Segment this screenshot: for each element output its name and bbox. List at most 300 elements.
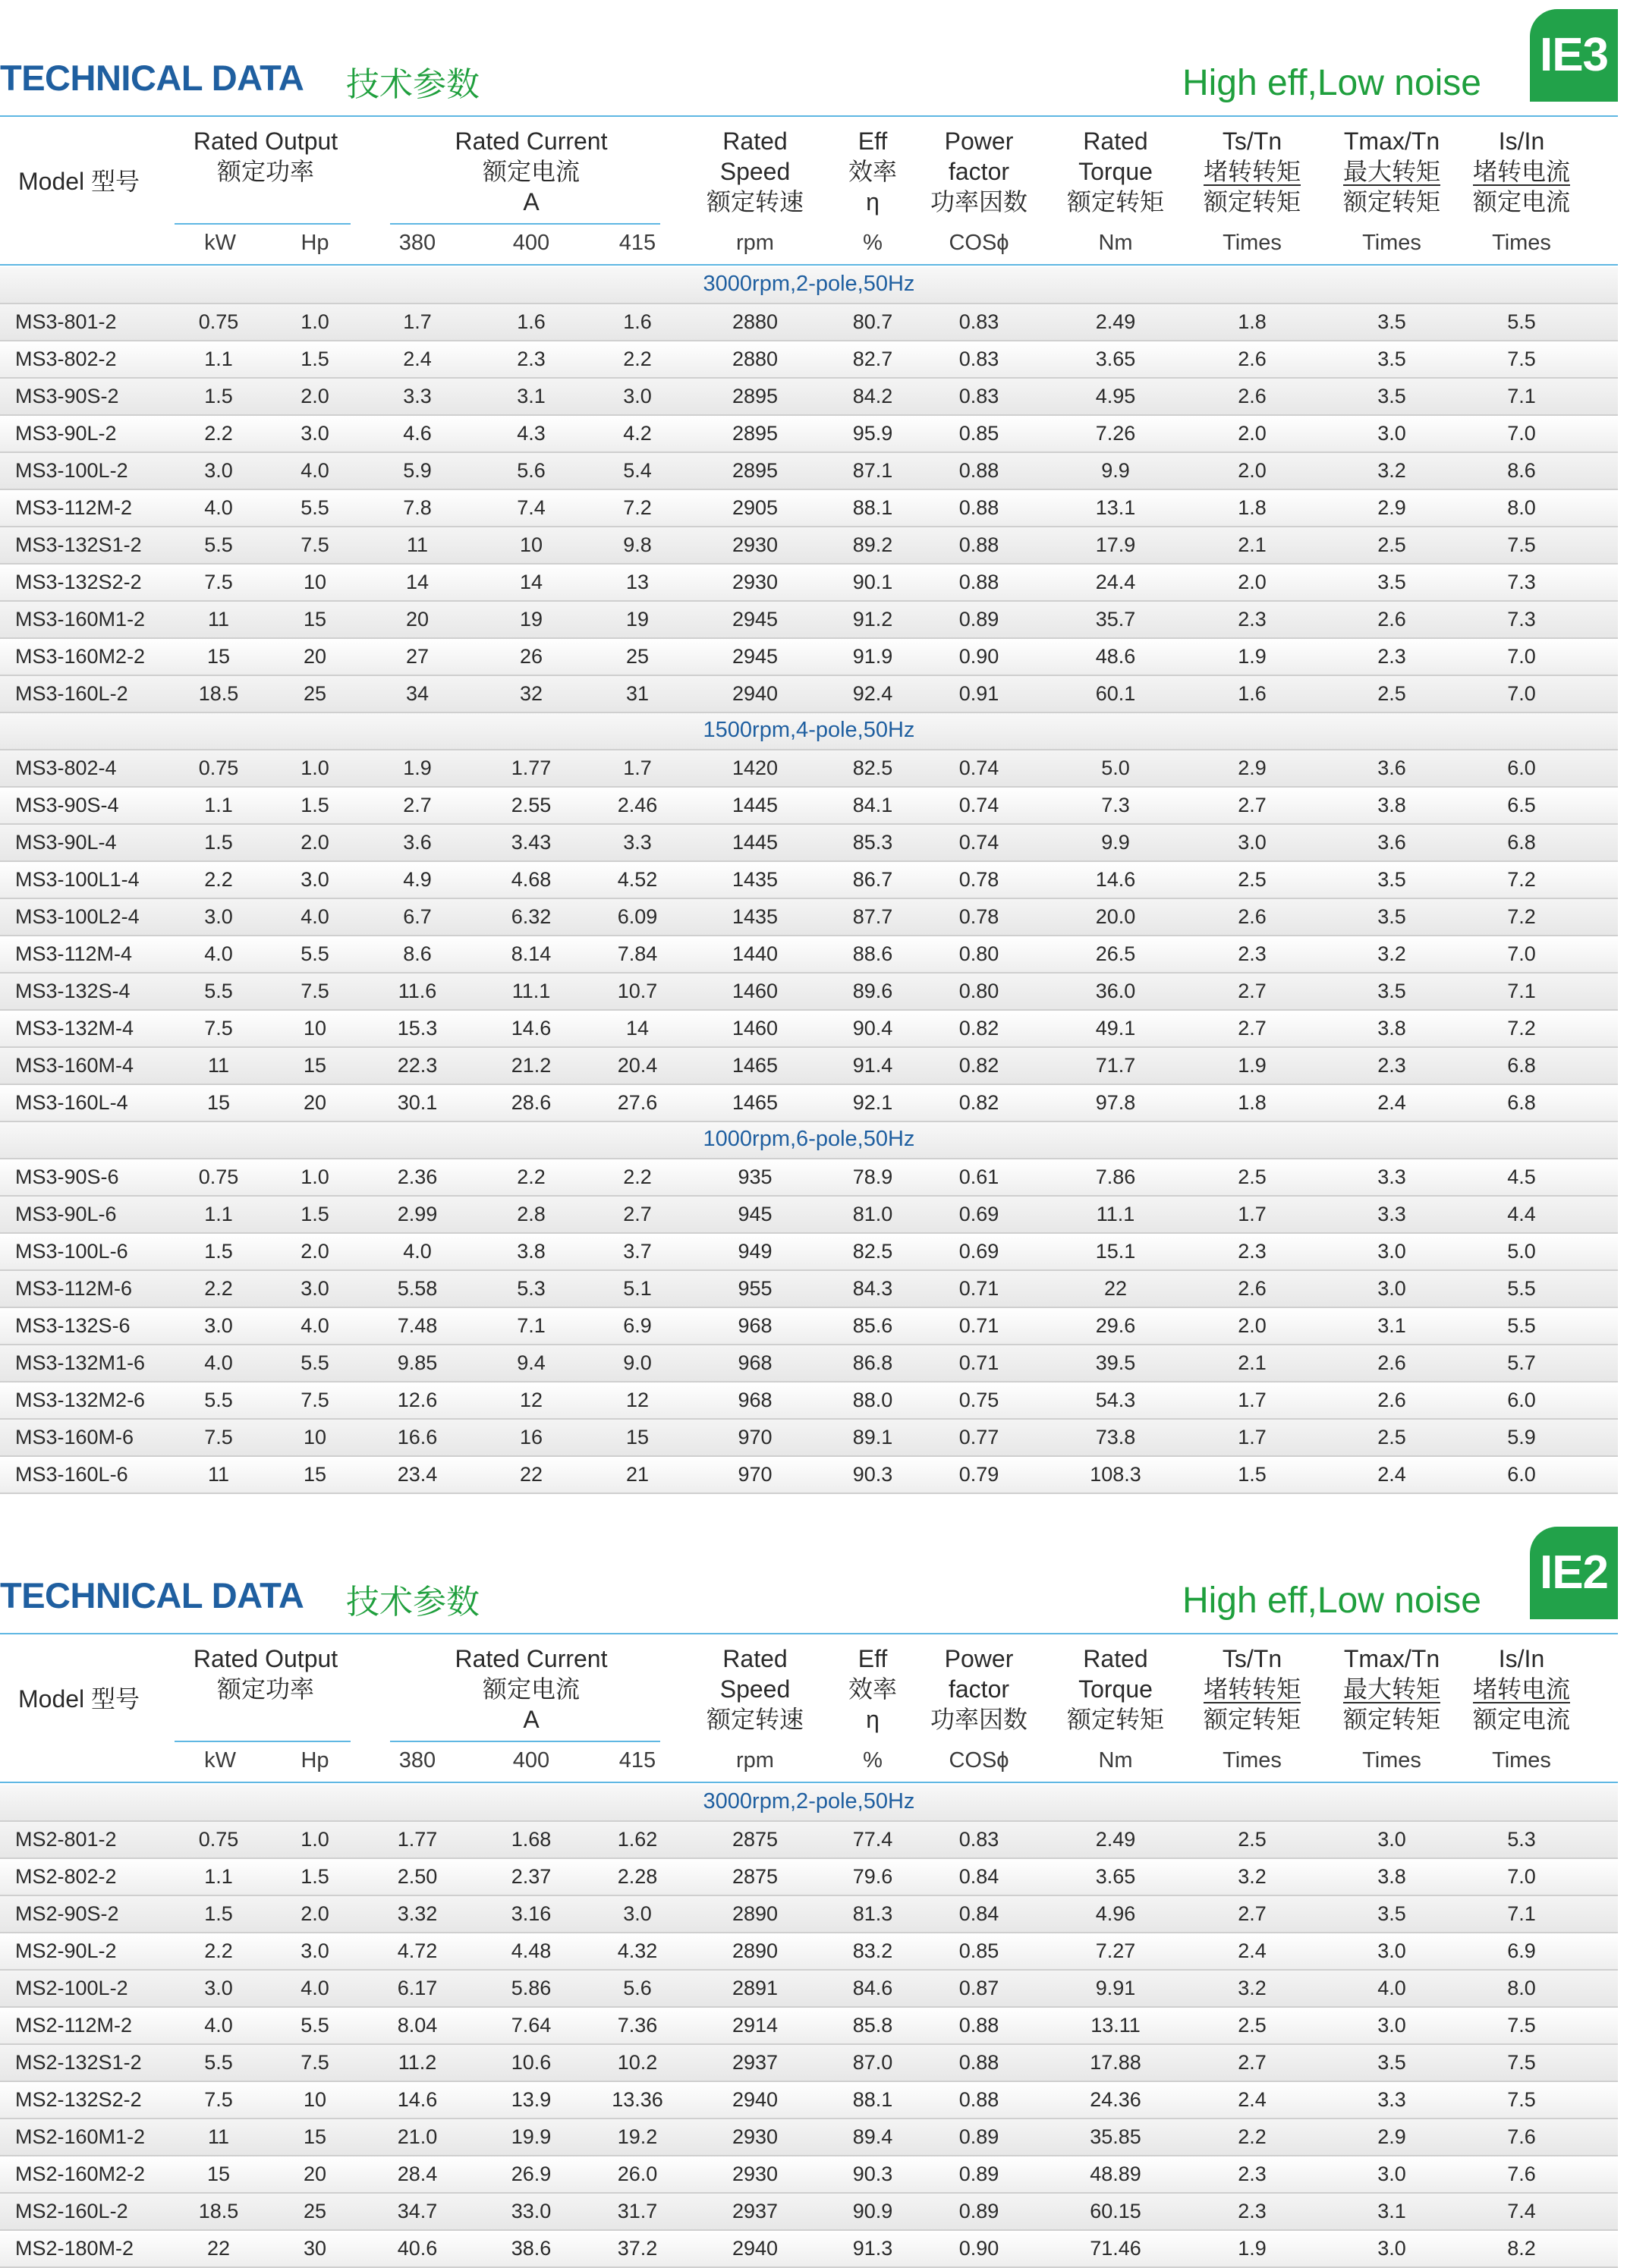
cell-ts-tn: 1.9 bbox=[1238, 1054, 1267, 1077]
cell-ts-tn: 3.2 bbox=[1238, 1977, 1267, 1999]
cell-rated-torque: 13.11 bbox=[1090, 2014, 1141, 2037]
table-row bbox=[0, 1159, 1618, 1197]
table-row bbox=[0, 453, 1618, 490]
cell-current-400: 14.6 bbox=[511, 1017, 552, 1040]
cell-model: MS2-801-2 bbox=[15, 1828, 117, 1851]
cell-power-factor: 0.85 bbox=[958, 1939, 999, 1962]
cell-efficiency: 90.3 bbox=[852, 2163, 893, 2185]
cell-is-in: 5.0 bbox=[1507, 1240, 1536, 1263]
cell-efficiency: 86.7 bbox=[852, 868, 893, 891]
cell-is-in: 6.0 bbox=[1507, 757, 1536, 779]
cell-rated-torque: 13.1 bbox=[1095, 496, 1136, 519]
cell-rated-torque: 4.95 bbox=[1095, 385, 1136, 407]
header-model: Model 型号 bbox=[18, 1685, 140, 1713]
cell-model: MS3-90S-6 bbox=[15, 1165, 119, 1188]
header-rated-speed: Rated Speed 额定转速 bbox=[706, 127, 804, 215]
group-banner bbox=[0, 267, 1618, 304]
cell-tmax-tn: 3.0 bbox=[1377, 422, 1406, 445]
cell-is-in: 7.6 bbox=[1507, 2125, 1536, 2148]
cell-kw: 0.75 bbox=[198, 1828, 239, 1851]
table-row bbox=[0, 565, 1618, 602]
unit-rpm: rpm bbox=[736, 231, 774, 255]
cell-power-factor: 0.75 bbox=[958, 1389, 999, 1411]
unit-nm: Nm bbox=[1098, 231, 1133, 255]
cell-rated-speed: 935 bbox=[738, 1165, 773, 1188]
cell-hp: 5.5 bbox=[301, 496, 329, 519]
cell-model: MS3-132S-4 bbox=[15, 980, 131, 1002]
cell-tmax-tn: 3.5 bbox=[1377, 310, 1406, 333]
cell-current-400: 14 bbox=[519, 571, 543, 593]
cell-ts-tn: 2.4 bbox=[1238, 2088, 1267, 2111]
cell-current-415: 3.0 bbox=[623, 385, 652, 407]
cell-rated-speed: 968 bbox=[738, 1389, 773, 1411]
header-ts-tn: Ts/Tn 堵转转矩 额定转矩 bbox=[1203, 1645, 1301, 1733]
cell-efficiency: 88.1 bbox=[852, 496, 893, 519]
table-row bbox=[0, 936, 1618, 974]
cell-efficiency: 87.1 bbox=[852, 459, 893, 482]
header-rated-current: Rated Current 额定电流 A bbox=[455, 1645, 608, 1733]
table-row bbox=[0, 1308, 1618, 1345]
cell-current-380: 2.7 bbox=[403, 794, 432, 816]
cell-rated-torque: 26.5 bbox=[1095, 942, 1136, 965]
cell-current-400: 26 bbox=[519, 645, 543, 668]
cell-is-in: 7.5 bbox=[1507, 2014, 1536, 2037]
cell-kw: 15 bbox=[206, 1091, 231, 1114]
cell-power-factor: 0.84 bbox=[958, 1902, 999, 1925]
cell-current-380: 3.6 bbox=[403, 831, 432, 854]
cell-rated-speed: 970 bbox=[738, 1426, 773, 1449]
cell-current-380: 6.7 bbox=[403, 905, 432, 928]
cell-current-415: 19 bbox=[625, 608, 650, 631]
table-row bbox=[0, 1345, 1618, 1383]
cell-model: MS3-132S-6 bbox=[15, 1314, 131, 1337]
cell-is-in: 5.5 bbox=[1507, 310, 1536, 333]
cell-power-factor: 0.89 bbox=[958, 2125, 999, 2148]
cell-rated-torque: 71.7 bbox=[1095, 1054, 1136, 1077]
cell-current-400: 32 bbox=[519, 682, 543, 705]
cell-power-factor: 0.88 bbox=[958, 2088, 999, 2111]
cell-kw: 0.75 bbox=[198, 310, 239, 333]
cell-is-in: 7.0 bbox=[1507, 682, 1536, 705]
cell-efficiency: 95.9 bbox=[852, 422, 893, 445]
cell-efficiency: 88.1 bbox=[852, 2088, 893, 2111]
cell-is-in: 7.4 bbox=[1507, 2200, 1536, 2222]
table-row bbox=[0, 639, 1618, 676]
cell-current-415: 21 bbox=[625, 1463, 650, 1486]
unit-400: 400 bbox=[512, 231, 550, 255]
cell-current-380: 2.50 bbox=[397, 1865, 438, 1888]
cell-kw: 4.0 bbox=[204, 496, 233, 519]
cell-hp: 2.0 bbox=[301, 831, 329, 854]
cell-power-factor: 0.88 bbox=[958, 2051, 999, 2074]
cell-power-factor: 0.71 bbox=[958, 1277, 999, 1300]
cell-rated-torque: 36.0 bbox=[1095, 980, 1136, 1002]
cell-power-factor: 0.88 bbox=[958, 2014, 999, 2037]
cell-is-in: 7.1 bbox=[1507, 980, 1536, 1002]
cell-ts-tn: 3.0 bbox=[1238, 831, 1267, 854]
cell-kw: 3.0 bbox=[204, 905, 233, 928]
cell-hp: 7.5 bbox=[301, 2051, 329, 2074]
cell-power-factor: 0.88 bbox=[958, 459, 999, 482]
data-table-body-ie2 bbox=[0, 1785, 1618, 2268]
cell-ts-tn: 2.5 bbox=[1238, 1828, 1267, 1851]
cell-current-415: 27.6 bbox=[617, 1091, 658, 1114]
cell-rated-speed: 2937 bbox=[732, 2200, 779, 2222]
cell-hp: 3.0 bbox=[301, 868, 329, 891]
table-row bbox=[0, 2082, 1618, 2119]
cell-power-factor: 0.82 bbox=[958, 1054, 999, 1077]
group-banner bbox=[0, 713, 1618, 750]
cell-current-415: 26.0 bbox=[617, 2163, 658, 2185]
table-row bbox=[0, 899, 1618, 936]
cell-current-415: 19.2 bbox=[617, 2125, 658, 2148]
cell-current-400: 8.14 bbox=[511, 942, 552, 965]
cell-tmax-tn: 3.0 bbox=[1377, 1240, 1406, 1263]
cell-rated-speed: 2930 bbox=[732, 2163, 779, 2185]
cell-current-380: 12.6 bbox=[397, 1389, 438, 1411]
cell-current-400: 13.9 bbox=[511, 2088, 552, 2111]
cell-power-factor: 0.83 bbox=[958, 348, 999, 370]
cell-ts-tn: 2.3 bbox=[1238, 1240, 1267, 1263]
cell-efficiency: 84.2 bbox=[852, 385, 893, 407]
cell-kw: 7.5 bbox=[204, 571, 233, 593]
unit-times-is: Times bbox=[1492, 231, 1551, 255]
cell-rated-torque: 71.46 bbox=[1090, 2237, 1141, 2260]
header-tmax-tn: Tmax/Tn 最大转矩 额定转矩 bbox=[1342, 127, 1440, 215]
cell-power-factor: 0.85 bbox=[958, 422, 999, 445]
cell-current-400: 5.6 bbox=[517, 459, 546, 482]
cell-ts-tn: 2.3 bbox=[1238, 2163, 1267, 2185]
cell-ts-tn: 1.5 bbox=[1238, 1463, 1267, 1486]
cell-ts-tn: 3.2 bbox=[1238, 1865, 1267, 1888]
table-row bbox=[0, 1896, 1618, 1933]
cell-current-400: 4.48 bbox=[511, 1939, 552, 1962]
cell-rated-speed: 2937 bbox=[732, 2051, 779, 2074]
table-row bbox=[0, 788, 1618, 825]
cell-is-in: 6.8 bbox=[1507, 831, 1536, 854]
header-rated-torque: Rated Torque 额定转矩 bbox=[1066, 127, 1164, 215]
cell-model: MS3-160M-6 bbox=[15, 1426, 134, 1449]
cell-current-415: 7.2 bbox=[623, 496, 652, 519]
cell-rated-speed: 1420 bbox=[732, 757, 779, 779]
cell-kw: 11 bbox=[207, 608, 230, 631]
cell-rated-torque: 48.89 bbox=[1090, 2163, 1141, 2185]
unit-nm: Nm bbox=[1098, 1748, 1133, 1773]
cell-kw: 2.2 bbox=[204, 868, 233, 891]
cell-is-in: 6.9 bbox=[1507, 1939, 1536, 1962]
cell-efficiency: 89.1 bbox=[852, 1426, 893, 1449]
unit-times-ts: Times bbox=[1223, 231, 1282, 255]
cell-current-380: 4.9 bbox=[403, 868, 432, 891]
cell-tmax-tn: 2.9 bbox=[1377, 496, 1406, 519]
table-row bbox=[0, 2156, 1618, 2194]
cell-tmax-tn: 3.0 bbox=[1377, 2014, 1406, 2037]
table-row bbox=[0, 676, 1618, 713]
cell-kw: 22 bbox=[206, 2237, 231, 2260]
rated-output-rule bbox=[175, 1741, 351, 1742]
cell-ts-tn: 2.5 bbox=[1238, 868, 1267, 891]
cell-efficiency: 92.4 bbox=[852, 682, 893, 705]
cell-current-400: 21.2 bbox=[511, 1054, 552, 1077]
cell-ts-tn: 2.6 bbox=[1238, 905, 1267, 928]
cell-power-factor: 0.71 bbox=[958, 1351, 999, 1374]
cell-rated-speed: 2940 bbox=[732, 2088, 779, 2111]
cell-is-in: 7.1 bbox=[1507, 385, 1536, 407]
cell-current-415: 4.52 bbox=[617, 868, 658, 891]
table-row bbox=[0, 1420, 1618, 1457]
cell-kw: 11 bbox=[207, 1463, 230, 1486]
cell-current-400: 9.4 bbox=[517, 1351, 546, 1374]
cell-kw: 4.0 bbox=[204, 1351, 233, 1374]
cell-rated-torque: 24.4 bbox=[1095, 571, 1136, 593]
cell-current-400: 3.8 bbox=[517, 1240, 546, 1263]
cell-kw: 1.5 bbox=[204, 385, 233, 407]
header-eff: Eff 效率 η bbox=[848, 127, 897, 215]
cell-current-415: 2.28 bbox=[617, 1865, 658, 1888]
cell-is-in: 7.1 bbox=[1507, 1902, 1536, 1925]
cell-rated-torque: 35.85 bbox=[1090, 2125, 1141, 2148]
cell-current-380: 16.6 bbox=[397, 1426, 438, 1449]
table-header bbox=[0, 1634, 1618, 1782]
cell-ts-tn: 1.8 bbox=[1238, 496, 1267, 519]
cell-rated-speed: 970 bbox=[738, 1463, 773, 1486]
cell-rated-speed: 2890 bbox=[732, 1939, 779, 1962]
cell-kw: 7.5 bbox=[204, 2088, 233, 2111]
cell-rated-speed: 1435 bbox=[732, 905, 779, 928]
cell-model: MS2-132S2-2 bbox=[15, 2088, 142, 2111]
cell-kw: 1.1 bbox=[204, 348, 233, 370]
cell-is-in: 7.2 bbox=[1507, 868, 1536, 891]
cell-current-415: 13 bbox=[625, 571, 650, 593]
cell-current-380: 1.9 bbox=[403, 757, 432, 779]
cell-model: MS3-160M2-2 bbox=[15, 645, 146, 668]
cell-current-400: 3.1 bbox=[517, 385, 546, 407]
cell-model: MS3-160M1-2 bbox=[15, 608, 146, 631]
cell-hp: 4.0 bbox=[301, 1314, 329, 1337]
cell-current-415: 4.32 bbox=[617, 1939, 658, 1962]
cell-tmax-tn: 3.5 bbox=[1377, 571, 1406, 593]
cell-model: MS3-100L-6 bbox=[15, 1240, 128, 1263]
cell-rated-torque: 3.65 bbox=[1095, 348, 1136, 370]
cell-is-in: 5.3 bbox=[1507, 1828, 1536, 1851]
cell-model: MS3-802-2 bbox=[15, 348, 117, 370]
header-eff: Eff 效率 η bbox=[848, 1645, 897, 1733]
cell-is-in: 6.5 bbox=[1507, 794, 1536, 816]
cell-rated-speed: 2895 bbox=[732, 459, 779, 482]
cell-current-400: 10 bbox=[519, 533, 543, 556]
table-row bbox=[0, 1234, 1618, 1271]
cell-tmax-tn: 3.0 bbox=[1377, 1939, 1406, 1962]
unit-percent: % bbox=[863, 1748, 883, 1773]
cell-efficiency: 82.5 bbox=[852, 757, 893, 779]
cell-rated-speed: 2880 bbox=[732, 348, 779, 370]
cell-rated-torque: 97.8 bbox=[1095, 1091, 1136, 1114]
unit-cos-phi: COSϕ bbox=[949, 1748, 1009, 1773]
cell-tmax-tn: 3.5 bbox=[1377, 1902, 1406, 1925]
cell-hp: 7.5 bbox=[301, 980, 329, 1002]
cell-power-factor: 0.84 bbox=[958, 1865, 999, 1888]
cell-current-415: 2.2 bbox=[623, 1165, 652, 1188]
cell-rated-torque: 14.6 bbox=[1095, 868, 1136, 891]
cell-is-in: 5.7 bbox=[1507, 1351, 1536, 1374]
cell-kw: 2.2 bbox=[204, 1277, 233, 1300]
cell-current-415: 14 bbox=[625, 1017, 650, 1040]
cell-efficiency: 89.2 bbox=[852, 533, 893, 556]
unit-400: 400 bbox=[512, 1748, 550, 1773]
cell-rated-speed: 2945 bbox=[732, 608, 779, 631]
cell-model: MS3-132S2-2 bbox=[15, 571, 142, 593]
cell-current-400: 7.1 bbox=[517, 1314, 546, 1337]
cell-hp: 7.5 bbox=[301, 533, 329, 556]
cell-tmax-tn: 3.8 bbox=[1377, 794, 1406, 816]
cell-current-380: 4.6 bbox=[403, 422, 432, 445]
cell-current-415: 10.2 bbox=[617, 2051, 658, 2074]
cell-ts-tn: 2.7 bbox=[1238, 1902, 1267, 1925]
cell-current-380: 2.36 bbox=[397, 1165, 438, 1188]
cell-kw: 0.75 bbox=[198, 1165, 239, 1188]
header-rated-speed: Rated Speed 额定转速 bbox=[706, 1645, 804, 1733]
cell-ts-tn: 1.7 bbox=[1238, 1426, 1267, 1449]
cell-hp: 2.0 bbox=[301, 1902, 329, 1925]
cell-power-factor: 0.91 bbox=[958, 682, 999, 705]
cell-model: MS2-160M1-2 bbox=[15, 2125, 146, 2148]
cell-power-factor: 0.90 bbox=[958, 2237, 999, 2260]
cell-rated-speed: 1460 bbox=[732, 1017, 779, 1040]
cell-hp: 20 bbox=[303, 645, 327, 668]
table-row bbox=[0, 1933, 1618, 1971]
cell-rated-speed: 2940 bbox=[732, 2237, 779, 2260]
cell-ts-tn: 2.0 bbox=[1238, 459, 1267, 482]
unit-415: 415 bbox=[618, 231, 656, 255]
table-row bbox=[0, 1085, 1618, 1122]
cell-is-in: 4.4 bbox=[1507, 1203, 1536, 1225]
cell-rated-speed: 1445 bbox=[732, 831, 779, 854]
cell-current-400: 2.55 bbox=[511, 794, 552, 816]
cell-rated-speed: 2875 bbox=[732, 1865, 779, 1888]
cell-rated-speed: 2945 bbox=[732, 645, 779, 668]
table-row bbox=[0, 1457, 1618, 1494]
cell-is-in: 7.5 bbox=[1507, 533, 1536, 556]
cell-model: MS3-90L-4 bbox=[15, 831, 117, 854]
tagline: High eff,Low noise bbox=[1182, 1581, 1481, 1621]
cell-rated-speed: 1465 bbox=[732, 1054, 779, 1077]
table-row bbox=[0, 490, 1618, 527]
cell-kw: 7.5 bbox=[204, 1426, 233, 1449]
cell-hp: 30 bbox=[303, 2237, 327, 2260]
cell-hp: 5.5 bbox=[301, 2014, 329, 2037]
cell-hp: 7.5 bbox=[301, 1389, 329, 1411]
cell-current-400: 10.6 bbox=[511, 2051, 552, 2074]
cell-rated-torque: 29.6 bbox=[1095, 1314, 1136, 1337]
cell-power-factor: 0.80 bbox=[958, 980, 999, 1002]
cell-efficiency: 78.9 bbox=[852, 1165, 893, 1188]
cell-current-415: 20.4 bbox=[617, 1054, 658, 1077]
cell-kw: 18.5 bbox=[198, 682, 239, 705]
cell-tmax-tn: 2.9 bbox=[1377, 2125, 1406, 2148]
cell-rated-torque: 3.65 bbox=[1095, 1865, 1136, 1888]
cell-ts-tn: 1.8 bbox=[1238, 1091, 1267, 1114]
cell-current-400: 1.68 bbox=[511, 1828, 552, 1851]
cell-current-380: 6.17 bbox=[397, 1977, 438, 1999]
cell-tmax-tn: 3.5 bbox=[1377, 980, 1406, 1002]
cell-model: MS3-160M-4 bbox=[15, 1054, 134, 1077]
cell-tmax-tn: 3.5 bbox=[1377, 905, 1406, 928]
cell-is-in: 6.0 bbox=[1507, 1463, 1536, 1486]
cell-current-400: 7.64 bbox=[511, 2014, 552, 2037]
cell-rated-torque: 2.49 bbox=[1095, 310, 1136, 333]
cell-tmax-tn: 2.5 bbox=[1377, 1426, 1406, 1449]
group-label: 1000rpm,6-pole,50Hz bbox=[703, 1127, 915, 1151]
cell-current-380: 14.6 bbox=[397, 2088, 438, 2111]
cell-model: MS3-801-2 bbox=[15, 310, 117, 333]
cell-is-in: 7.0 bbox=[1507, 1865, 1536, 1888]
cell-model: MS3-132M1-6 bbox=[15, 1351, 146, 1374]
cell-tmax-tn: 3.0 bbox=[1377, 1828, 1406, 1851]
cell-rated-torque: 20.0 bbox=[1095, 905, 1136, 928]
cell-hp: 1.0 bbox=[301, 310, 329, 333]
cell-efficiency: 85.3 bbox=[852, 831, 893, 854]
cell-rated-speed: 2905 bbox=[732, 496, 779, 519]
cell-current-400: 11.1 bbox=[511, 980, 551, 1002]
group-banner bbox=[0, 1785, 1618, 1822]
cell-current-400: 33.0 bbox=[511, 2200, 552, 2222]
cell-tmax-tn: 2.4 bbox=[1377, 1463, 1406, 1486]
cell-tmax-tn: 3.1 bbox=[1377, 1314, 1406, 1337]
cell-current-415: 5.1 bbox=[623, 1277, 652, 1300]
cell-current-415: 5.4 bbox=[623, 459, 652, 482]
cell-model: MS3-90L-6 bbox=[15, 1203, 117, 1225]
cell-current-380: 1.7 bbox=[403, 310, 432, 333]
cell-ts-tn: 1.8 bbox=[1238, 310, 1267, 333]
cell-current-380: 7.48 bbox=[397, 1314, 438, 1337]
cell-ts-tn: 2.6 bbox=[1238, 348, 1267, 370]
cell-power-factor: 0.89 bbox=[958, 2200, 999, 2222]
cell-power-factor: 0.69 bbox=[958, 1203, 999, 1225]
units-divider bbox=[0, 1782, 1618, 1783]
cell-rated-torque: 7.3 bbox=[1101, 794, 1130, 816]
cell-current-380: 28.4 bbox=[397, 2163, 438, 2185]
cell-current-380: 20 bbox=[405, 608, 430, 631]
cell-hp: 15 bbox=[303, 1463, 327, 1486]
cell-hp: 5.5 bbox=[301, 942, 329, 965]
header-model: Model 型号 bbox=[18, 168, 140, 195]
cell-rated-speed: 1440 bbox=[732, 942, 779, 965]
cell-tmax-tn: 3.5 bbox=[1377, 2051, 1406, 2074]
cell-tmax-tn: 2.6 bbox=[1377, 1351, 1406, 1374]
cell-current-415: 9.0 bbox=[623, 1351, 652, 1374]
table-row bbox=[0, 416, 1618, 453]
cell-hp: 2.0 bbox=[301, 1240, 329, 1263]
cell-ts-tn: 2.7 bbox=[1238, 2051, 1267, 2074]
cell-kw: 15 bbox=[206, 2163, 231, 2185]
cell-hp: 25 bbox=[303, 2200, 327, 2222]
section-title: TECHNICAL DATA bbox=[0, 1575, 304, 1615]
cell-current-380: 27 bbox=[405, 645, 430, 668]
header-power-factor: Power factor 功率因数 bbox=[930, 1645, 1027, 1733]
cell-current-400: 5.3 bbox=[517, 1277, 546, 1300]
table-row bbox=[0, 341, 1618, 379]
cell-hp: 20 bbox=[303, 2163, 327, 2185]
cell-efficiency: 81.0 bbox=[852, 1203, 893, 1225]
cell-current-415: 4.2 bbox=[623, 422, 652, 445]
cell-current-380: 40.6 bbox=[397, 2237, 438, 2260]
cell-rated-speed: 2930 bbox=[732, 2125, 779, 2148]
cell-rated-speed: 2940 bbox=[732, 682, 779, 705]
cell-current-380: 23.4 bbox=[397, 1463, 438, 1486]
cell-rated-speed: 955 bbox=[738, 1277, 773, 1300]
cell-current-400: 6.32 bbox=[511, 905, 552, 928]
unit-380: 380 bbox=[398, 1748, 436, 1773]
